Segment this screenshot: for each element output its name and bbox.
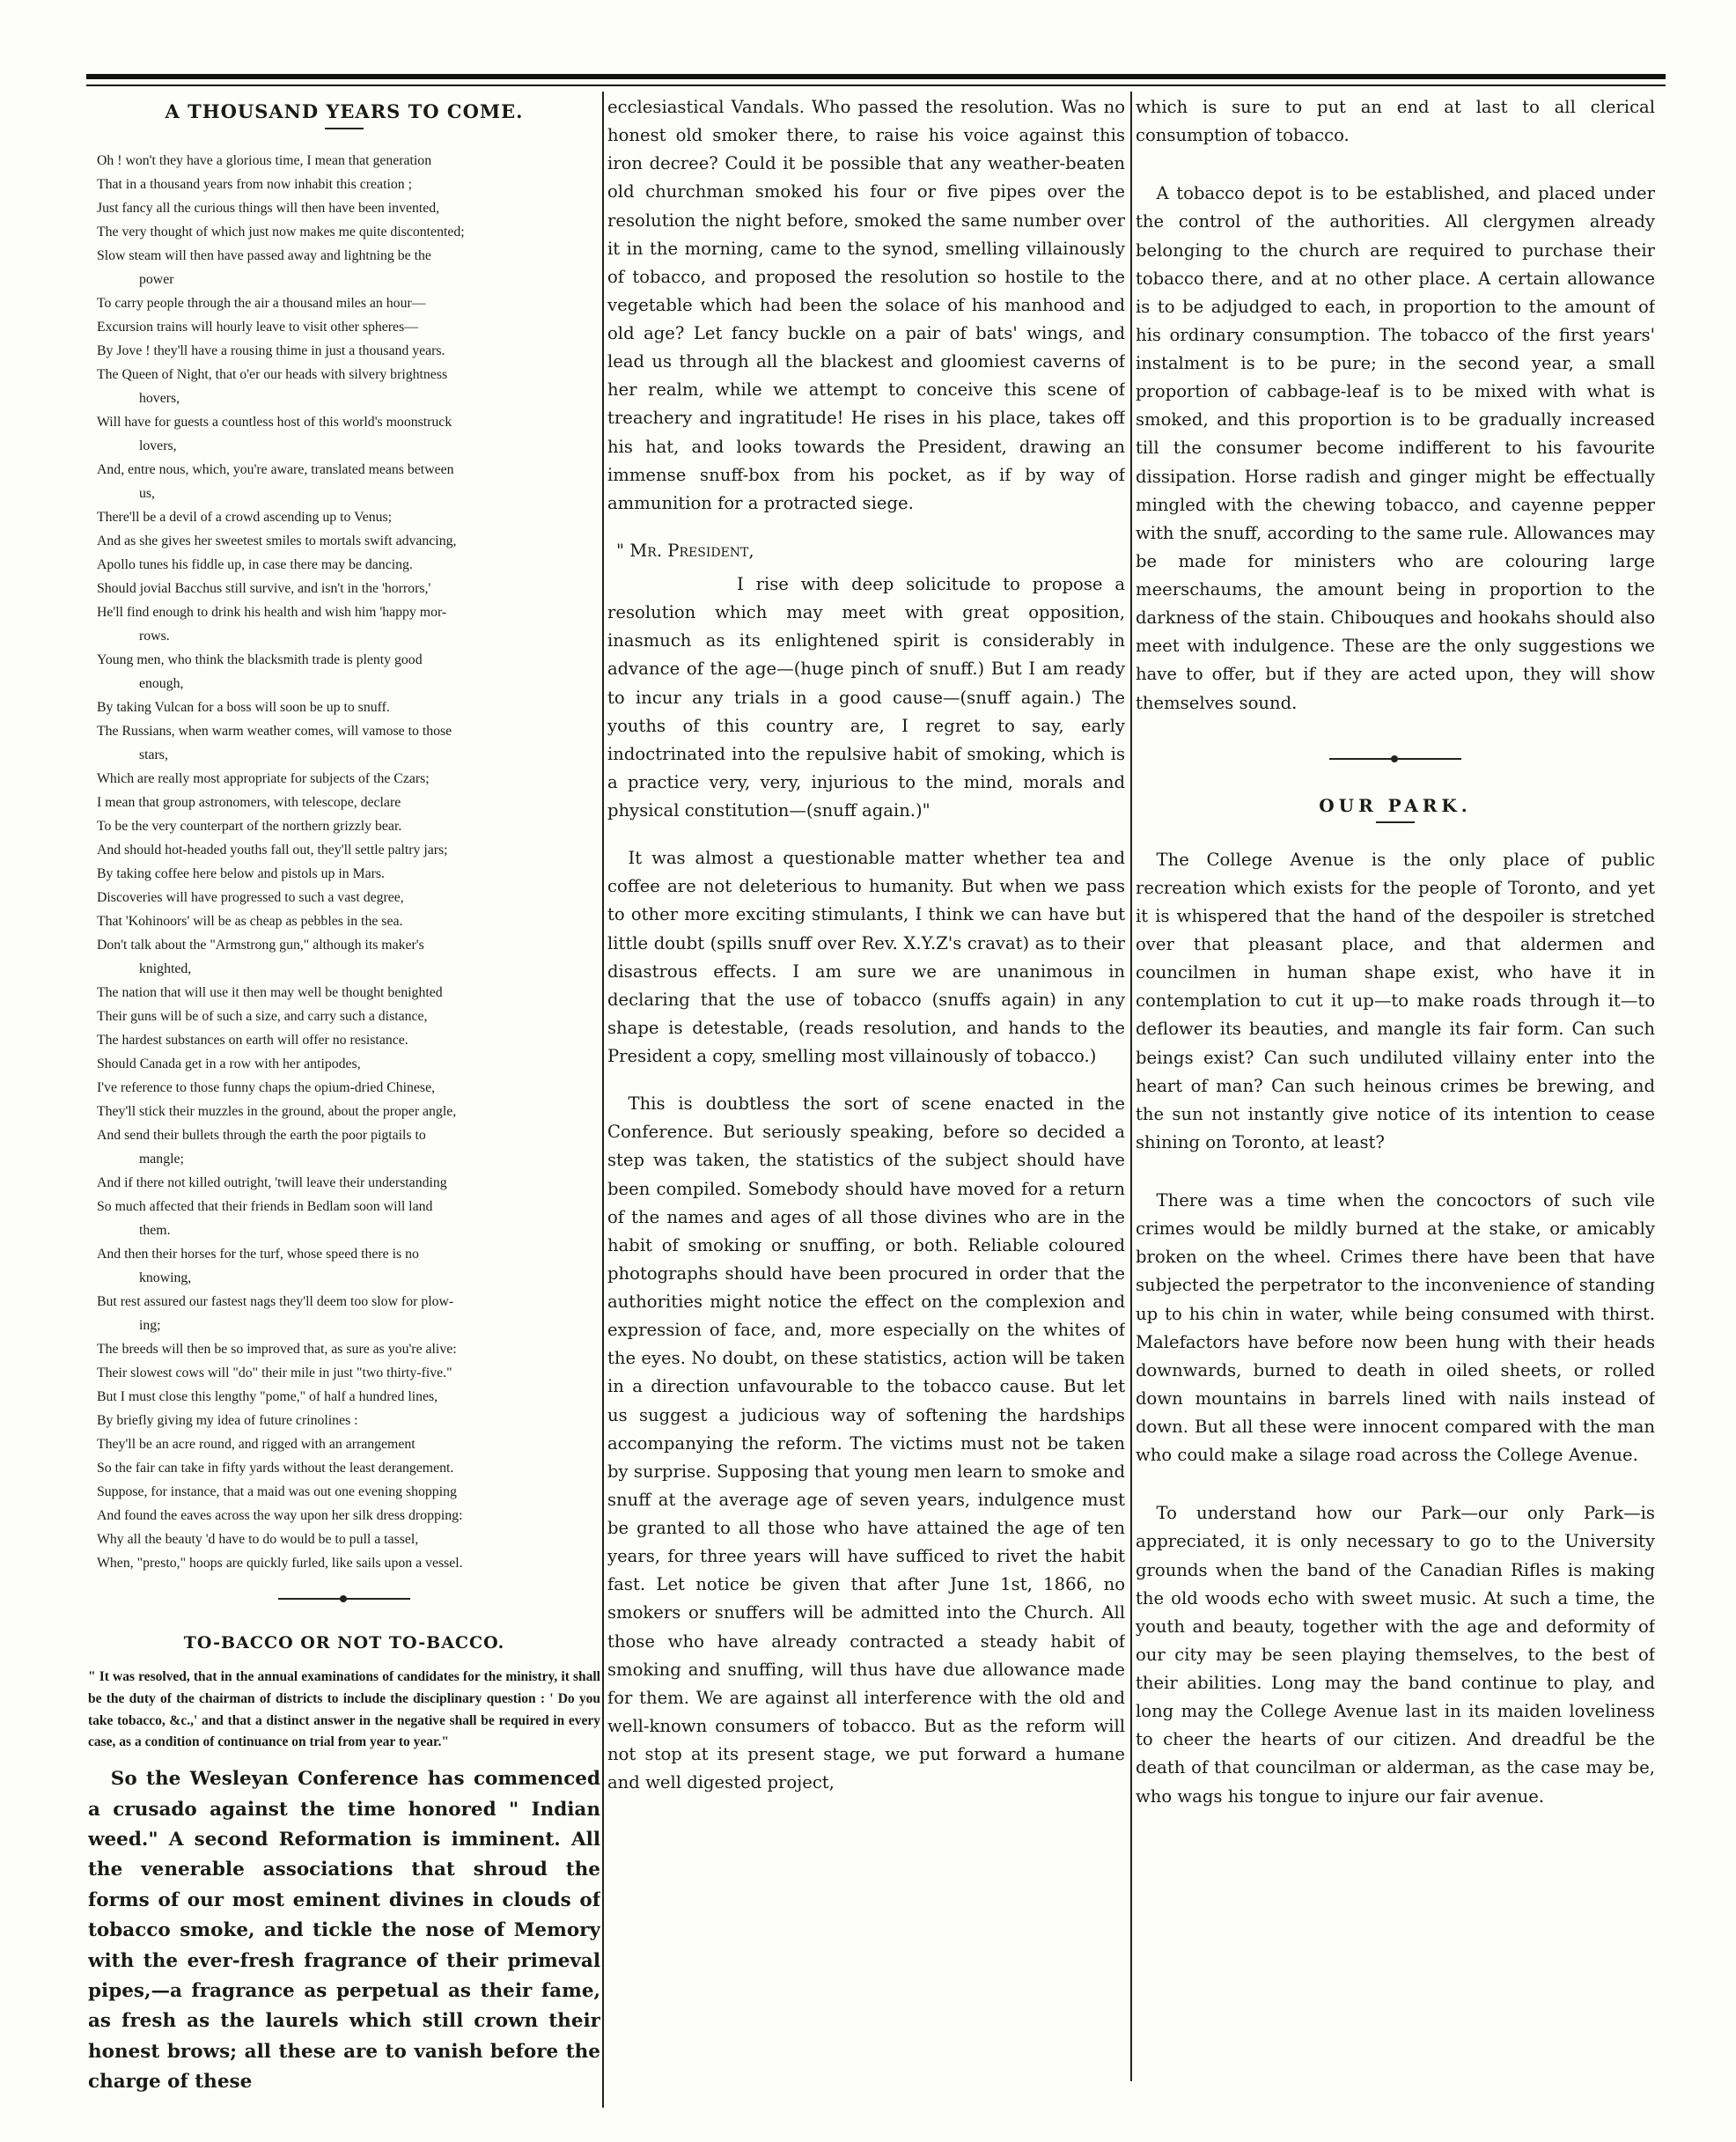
poem-line: Excursion trains will hourly leave to visit other spheres—	[97, 320, 419, 335]
article-title-tobacco: TO-BACCO OR NOT TO-BACCO.	[183, 1633, 505, 1653]
section-ornament	[278, 1594, 410, 1603]
poem-line: them.	[139, 1223, 171, 1238]
poem-line: And then their horses for the turf, whose speed there is no	[97, 1247, 419, 1262]
speech-salutation: " Mr. President,	[616, 540, 754, 561]
poem-line: There'll be a devil of a crowd ascending up to Venus;	[97, 510, 393, 525]
speech-text: I rise with deep solicitude to propose a resolution which may meet with great opposition, inasmuch as its enlightened spirit is considerably in advance of the age—(huge pinch of snuff.) But I am ready to incur any trials in a good cause—(snuff again.) The youths of this country are, I regret to say, early indoctrinated into the repulsive habit of smoking, which is a practice very, very, injurious to the mind, morals and physical constitution—(snuff again.)"	[607, 574, 1125, 821]
poem-line: Their slowest cows will "do" their mile in just "two thirty-five."	[97, 1365, 452, 1380]
poem-line: By Jove ! they'll have a rousing thime in just a thousand years.	[97, 343, 445, 358]
column-3	[1136, 93, 1655, 2109]
poem-line: And found the eaves across the way upon her silk dress dropping:	[97, 1508, 463, 1523]
poem-line: rows.	[139, 629, 170, 644]
poem-line: Suppose, for instance, that a maid was out one evening shopping	[97, 1484, 457, 1499]
poem-line: I've reference to those funny chaps the opium-dried Chinese,	[97, 1080, 436, 1095]
poem-line: The hardest substances on earth will offer no resistance.	[97, 1033, 408, 1048]
poem-line: The nation that will use it then may well be thought benighted	[97, 985, 443, 1000]
tobacco-paragraph-5: which is sure to put an end at last to all clerical consumption of tobacco.	[1136, 97, 1655, 146]
tobacco-paragraph-6: A tobacco depot is to be established, and placed under the control of the authorities. All clergymen already belonging to the church are required to purchase their tobacco there, and at no other place. A certain allowance is to be adjudged to each, in proportion to the amount of his ordinary consumption. The tobacco of the first years' instalment is to be pure; in the second year, a small proportion of cabbage-leaf is to be mixed with what is smoked, and this proportion is to be gradually increased till the consumer become indifferent to his favourite dissipation. Horse radish and ginger might be effectually mingled with the chewing tobacco, and cayenne pepper with the snuff, according to the same rule. Allowances may be made for ministers who are colouring large meerschaums, the amount being in proportion to the darkness of the stain. Chibouques and hookahs should also meet with indulgence. These are the only suggestions we have to offer, but if they are acted upon, they will show themselves sound.	[1136, 183, 1655, 713]
poem-line: power	[139, 272, 174, 287]
poem-line: hovers,	[139, 391, 180, 406]
poem-line: Young men, who think the blacksmith trade is plenty good	[97, 652, 423, 667]
poem-line: And if there not killed outright, 'twill leave their understanding	[97, 1175, 447, 1190]
poem-line: And should hot-headed youths fall out, they'll settle paltry jars;	[97, 843, 448, 858]
column-rule-1	[602, 92, 604, 2108]
poem-line: But rest assured our fastest nags they'll deem too slow for plow-	[97, 1294, 454, 1309]
poem-line: They'll be an acre round, and rigged with an arrangement	[97, 1437, 416, 1452]
poem-line: Why all the beauty 'd have to do would be to pull a tassel,	[97, 1532, 419, 1547]
poem-line: Apollo tunes his fiddle up, in case there may be dancing.	[97, 557, 413, 572]
section-ornament-2	[1329, 754, 1461, 763]
poem-line: mangle;	[139, 1152, 184, 1167]
poem-line: When, "presto," hoops are quickly furled, like sails upon a vessel.	[97, 1556, 463, 1571]
poem-line: ing;	[139, 1318, 161, 1333]
title-rule-2	[1376, 821, 1415, 823]
poem-line: I mean that group astronomers, with telescope, declare	[97, 795, 401, 810]
poem-line: By taking coffee here below and pistols up in Mars.	[97, 866, 385, 881]
poem-line: The Queen of Night, that o'er our heads with silvery brightness	[97, 367, 448, 382]
poem-line: That in a thousand years from now inhabit this creation ;	[97, 177, 412, 192]
top-rule	[86, 74, 1666, 79]
poem-line: And, entre nous, which, you're aware, translated means between	[97, 462, 454, 477]
tobacco-paragraph-2: ecclesiastical Vandals. Who passed the resolution. Was no honest old smoker there, to raise his voice against this iron decree? Could it be possible that any weather-beaten old churchman smoked his four or five pipes over the resolution the night before, smoked the same number over it in the morning, came to the synod, smelling villainously of tobacco, and proposed the resolution so hostile to the vegetable which had been the solace of his manhood and old age? Let fancy buckle on a pair of bats' wings, and lead us through all the blackest and gloomiest caverns of her realm, while we attempt to conceive this scene of treachery and ingratitude! He rises in his place, takes off his hat, and looks towards the President, drawing an immense snuff-box from his pocket, as if by way of ammunition for a protracted siege.	[607, 97, 1125, 513]
column-rule-2	[1130, 92, 1132, 2081]
poem-title: A THOUSAND YEARS TO COME.	[165, 100, 524, 122]
poem-line: The very thought of which just now makes me quite discontented;	[97, 225, 465, 239]
park-paragraph-3: To understand how our Park—our only Park—is appreciated, it is only necessary to go to the University grounds when the band of the Canadian Rifles is making the old woods echo with sweet music. At such a time, the youth and beauty, together with the age and deformity of our city may be seen playing themselves, to the best of their abilities. Long may the band continue to play, and long may the College Avenue last in its maiden loveliness to cheer the hearts of our citizen. And dreadful be the death of that councilman or alderman, as the case may be, who wags his tongue to injure our fair avenue.	[1136, 1503, 1655, 1807]
poem-line: Discoveries will have progressed to such a vast degree,	[97, 890, 404, 905]
poem-line: And send their bullets through the earth the poor pigtails to	[97, 1128, 426, 1143]
poem-line: They'll stick their muzzles in the ground, about the proper angle,	[97, 1104, 457, 1119]
poem-line: Slow steam will then have passed away and lightning be the	[97, 248, 431, 263]
top-rule-thin	[86, 85, 1666, 86]
poem-line: The breeds will then be so improved that, as sure as you're alive:	[97, 1342, 457, 1357]
poem-line: So much affected that their friends in Bedlam soon will land	[97, 1199, 433, 1214]
poem-line: Their guns will be of such a size, and carry such a distance,	[97, 1009, 428, 1024]
column-1	[88, 93, 600, 2109]
poem-line: To be the very counterpart of the northern grizzly bear.	[97, 819, 402, 834]
poem-line: That 'Kohinoors' will be as cheap as pebbles in the sea.	[97, 914, 403, 929]
poem-line: knighted,	[139, 961, 192, 976]
tobacco-paragraph-4: This is doubtless the sort of scene enacted in the Conference. But seriously speaking, before so decided a step was taken, the statistics of the subject should have been compiled. Somebody should have moved for a return of the names and ages of all those divines who are in the habit of smoking or snuffing, or both. Reliable coloured photographs should have been procured in order that the authorities might notice the effect on the complexion and expression of face, and, more especially on the whites of the eyes. No doubt, on these statistics, action will be taken in a direction unfavourable to the tobacco cause. But let us suggest a judicious way of softening the hardships accompanying the reform. The victims must not be taken by surprise. Supposing that young men learn to smoke and snuff at the average age of seven years, indulgence must be granted to all those who have attained the age of ten years, for three years will have sufficed to rivet the habit fast. Let notice be given that after June 1st, 1866, no smokers or snuffers will be admitted into the Church. All those who have already contracted a steady habit of smoking and snuffing, will thus have due allowance made for them. We are against all interference with the old and well-known consumers of tobacco. But as the reform will not stop at its present stage, we put forward a humane and well digested project,	[607, 1093, 1125, 1793]
column-2	[607, 93, 1125, 2109]
poem-line: Should jovial Bacchus still survive, and isn't in the 'horrors,'	[97, 581, 431, 596]
poem-line: Oh ! won't they have a glorious time, I mean that generation	[97, 153, 432, 168]
poem-line: us,	[139, 486, 155, 501]
poem-line: By taking Vulcan for a boss will soon be up to snuff.	[97, 700, 390, 715]
poem-line: To carry people through the air a thousand miles an hour—	[97, 296, 426, 311]
poem-line: The Russians, when warm weather comes, will vamose to those	[97, 724, 452, 739]
poem-line: knowing,	[139, 1270, 192, 1285]
poem-line: But I must close this lengthy "pome," of half a hundred lines,	[97, 1389, 438, 1404]
park-paragraph-1: The College Avenue is the only place of public recreation which exists for the people of Toronto, and yet it is whispered that the hand of the despoiler is stretched over that pleasant place, and that aldermen and councilmen in human shape exist, who have it in contemplation to cut it up—to make roads through it—to deflower its beauties, and mangle its fair form. Can such beings exist? Can such undiluted villainy enter into the heart of man? Can such heinous crimes be brewing, and the sun not instantly give notice of its intention to cease shining on Toronto, at least?	[1136, 849, 1655, 1152]
poem-line: Which are really most appropriate for subjects of the Czars;	[97, 771, 430, 786]
tobacco-paragraph-1: So the Wesleyan Conference has commenced a crusado against the time honored " Indian weed." A second Reformation is imminent. All the venerable associations that shroud the forms of our most eminent divines in clouds of tobacco smoke, and tickle the nose of Memory with the ever-fresh fragrance of their primeval pipes,—a fragrance as perpetual as their fame, as fresh as the laurels which still crown their honest brows; all these are to vanish before the charge of these	[88, 1768, 600, 2094]
poem-line: lovers,	[139, 438, 177, 453]
title-rule	[325, 128, 364, 129]
tobacco-paragraph-3: It was almost a questionable matter whether tea and coffee are not deleterious to humanity. But when we pass to other more exciting stimulants, I think we can have but little doubt (spills snuff over Rev. X.Y.Z's cravat) as to their disastrous effects. I am sure we are unanimous in declaring that the use of tobacco (snuffs again) in any shape is detestable, (reads resolution, and hands to the President a copy, smelling most villainously of tobacco.)	[607, 848, 1125, 1066]
poem-line: Should Canada get in a row with her antipodes,	[97, 1056, 361, 1071]
poem-line: Don't talk about the "Armstrong gun," although its maker's	[97, 938, 424, 953]
poem-line: Will have for guests a countless host of this world's moonstruck	[97, 415, 452, 430]
poem	[88, 149, 600, 1575]
poem-line: By briefly giving my idea of future crinolines :	[97, 1413, 358, 1428]
poem-line: stars,	[139, 747, 168, 762]
poem-line: He'll find enough to drink his health and wish him 'happy mor-	[97, 605, 447, 620]
park-paragraph-2: There was a time when the concoctors of such vile crimes would be mildly burned at the stake, or amicably broken on the wheel. Crimes there have been that have subjected the perpetrator to the inconvenience of standing up to his chin in water, while being consumed with thirst. Malefactors have before now been hung with their heads downwards, burned to death in oiled sheets, or rolled down mountains in barrels lined with nails instead of down. But all these were innocent compared with the man who could make a silage road across the College Avenue.	[1136, 1190, 1655, 1466]
poem-line: enough,	[139, 676, 184, 691]
poem-line: Just fancy all the curious things will then have been invented,	[97, 201, 440, 216]
poem-line: So the fair can take in fifty yards without the least derangement.	[97, 1461, 454, 1476]
poem-line: And as she gives her sweetest smiles to mortals swift advancing,	[97, 534, 457, 548]
article-title-park: OUR PARK.	[1319, 794, 1472, 816]
resolution-quote: " It was resolved, that in the annual examinations of candidates for the ministry, it shall be the duty of the chairman of districts to include the disciplinary question : ' Do you take tobacco, &c.,' and that a distinct answer in the negative shall be required in every case, as a condition of continuance on trial from year to year."	[88, 1669, 600, 1750]
